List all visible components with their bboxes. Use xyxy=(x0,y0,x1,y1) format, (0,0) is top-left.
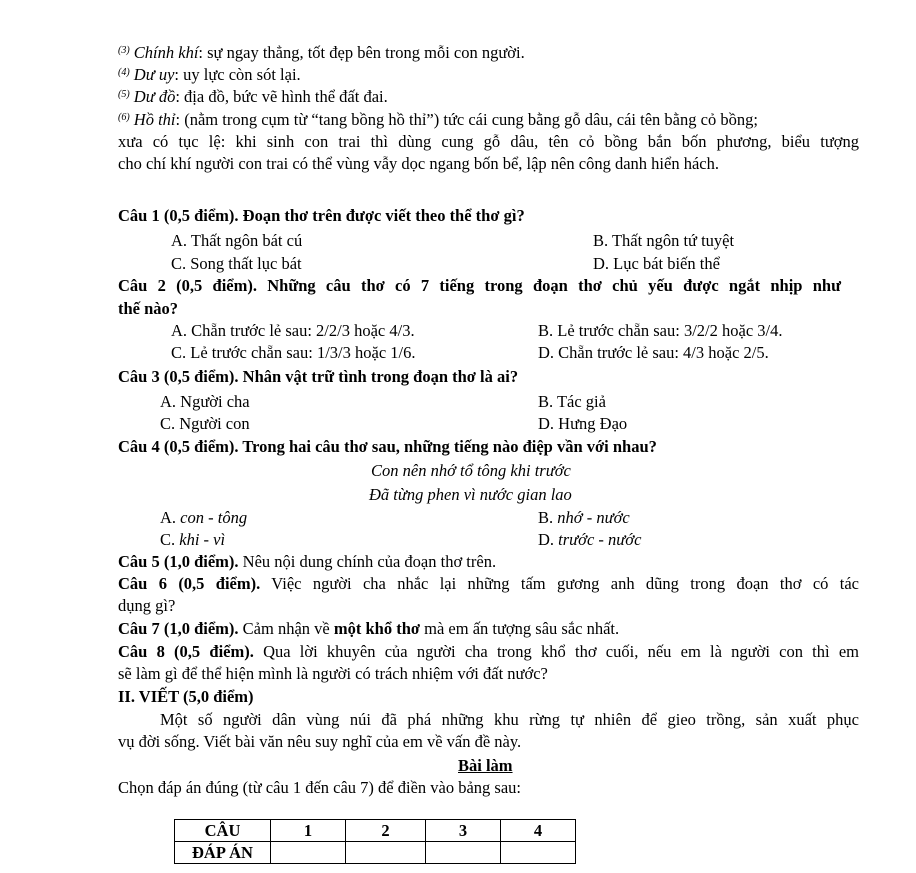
question-2-title: Câu 2 (0,5 điểm). Những câu thơ có 7 tiếng trong đoạn thơ chủ yếu được ngắt nhịp như xyxy=(118,276,841,295)
footnote-term: Chính khí xyxy=(133,43,199,62)
q4-verse-2: Đã từng phen vì nước gian lao xyxy=(369,485,572,504)
q4-verse-1: Con nên nhớ tổ tông khi trước xyxy=(371,461,571,480)
q3-option-a: A. Người cha xyxy=(160,392,250,411)
footnote-term: Dư đồ xyxy=(133,87,176,106)
q4-option-b xyxy=(538,507,630,528)
question-1-title: Câu 1 (0,5 điểm). Đoạn thơ trên được viết theo thể thơ gì? xyxy=(118,206,525,225)
q2-option-b: B. Lẻ trước chẵn sau: 3/2/2 hoặc 3/4. xyxy=(538,321,783,340)
question-4-title: Câu 4 (0,5 điểm). Trong hai câu thơ sau, những tiếng nào điệp vần với nhau? xyxy=(118,437,657,456)
question-head: Câu 6 (0,5 điểm). xyxy=(118,574,261,593)
footnote-number: (3) xyxy=(118,45,130,56)
question-body: Việc người cha nhắc lại những tấm gương anh dũng trong đoạn thơ có tác xyxy=(260,574,859,593)
table-label-cell: ĐÁP ÁN xyxy=(175,842,271,864)
footnote-number: (4) xyxy=(118,67,130,78)
question-8-cont: sẽ làm gì để thể hiện mình là người có trách nhiệm với đất nước? xyxy=(118,664,548,683)
table-header-cell: CÂU xyxy=(175,820,271,842)
answer-cell[interactable] xyxy=(346,842,426,864)
table-header-cell: 4 xyxy=(501,820,576,842)
option-text: trước - nước xyxy=(558,530,642,549)
question-8 xyxy=(118,641,859,662)
writing-prompt-line2: vụ đời sống. Viết bài văn nêu suy nghĩ của em về vấn đề này. xyxy=(118,732,522,751)
footnote-6 xyxy=(118,109,758,130)
question-body: mà em ấn tượng sâu sắc nhất. xyxy=(420,619,620,638)
footnote-term: Dư uy xyxy=(133,65,175,84)
q2-option-c: C. Lẻ trước chẵn sau: 1/3/3 hoặc 1/6. xyxy=(171,343,416,362)
q2-option-d: D. Chẵn trước lẻ sau: 4/3 hoặc 2/5. xyxy=(538,343,769,362)
answer-cell[interactable] xyxy=(271,842,346,864)
question-2-title-cont: thế nào? xyxy=(118,299,179,318)
q4-option-d xyxy=(538,529,641,550)
option-text: con - tông xyxy=(180,508,248,527)
q1-option-c: C. Song thất lục bát xyxy=(171,254,302,273)
writing-prompt-line1: Một số người dân vùng núi đã phá những khu rừng tự nhiên để gieo trồng, sản xuất phục xyxy=(160,710,859,729)
table-header-cell: 1 xyxy=(271,820,346,842)
table-row xyxy=(175,842,576,864)
answer-instruction: Chọn đáp án đúng (từ câu 1 đến câu 7) để điền vào bảng sau: xyxy=(118,778,521,797)
question-7 xyxy=(118,618,619,639)
q3-option-d: D. Hưng Đạo xyxy=(538,414,628,433)
option-text: khi - vì xyxy=(179,530,226,549)
footnote-3 xyxy=(118,42,525,63)
question-body: Nêu nội dung chính của đoạn thơ trên. xyxy=(238,552,497,571)
question-6 xyxy=(118,573,859,594)
option-letter: A. xyxy=(160,508,181,527)
table-row xyxy=(175,820,576,842)
footnote-term: Hồ thỉ xyxy=(133,110,176,129)
q3-option-b: B. Tác giả xyxy=(538,392,606,411)
answer-cell[interactable] xyxy=(501,842,576,864)
q4-option-c xyxy=(160,529,225,550)
answer-title: Bài làm xyxy=(458,756,513,775)
option-letter: D. xyxy=(538,530,559,549)
footnote-number: (6) xyxy=(118,112,130,123)
table-header-cell: 3 xyxy=(426,820,501,842)
q2-option-a: A. Chẵn trước lẻ sau: 2/2/3 hoặc 4/3. xyxy=(171,321,415,340)
q3-option-c: C. Người con xyxy=(160,414,250,433)
question-body: Cảm nhận về xyxy=(238,619,334,638)
question-5 xyxy=(118,551,496,572)
footnote-5 xyxy=(118,86,388,107)
answer-cell[interactable] xyxy=(426,842,501,864)
footnote-6-line3: cho chí khí người con trai có thể vùng vẫy dọc ngang bốn bể, lập nên công danh hiển hách. xyxy=(118,154,719,173)
section-heading-writing: II. VIẾT (5,0 điểm) xyxy=(118,687,254,706)
question-head: Câu 5 (1,0 điểm). xyxy=(118,552,239,571)
answer-table xyxy=(174,819,576,864)
table-header-cell: 2 xyxy=(346,820,426,842)
question-6-cont: dụng gì? xyxy=(118,596,176,615)
q4-option-a xyxy=(160,507,247,528)
footnote-6-line2: xưa có tục lệ: khi sinh con trai thì dùng cung gỗ dâu, tên cỏ bồng bắn bốn phương, biểu tượng xyxy=(118,132,859,151)
footnote-4 xyxy=(118,64,301,85)
option-letter: C. xyxy=(160,530,180,549)
question-head: Câu 8 (0,5 điểm). xyxy=(118,642,254,661)
q1-option-b: B. Thất ngôn tứ tuyệt xyxy=(593,231,735,250)
footnote-definition: : địa đồ, bức vẽ hình thể đất đai. xyxy=(175,87,388,106)
footnote-number: (5) xyxy=(118,89,130,100)
footnote-definition: : (nằm trong cụm từ “tang bồng hồ thỉ”) tức cái cung bằng gỗ dâu, cái tên bằng cỏ bồng; xyxy=(175,110,758,129)
q1-option-a: A. Thất ngôn bát cú xyxy=(171,231,303,250)
option-text: nhớ - nước xyxy=(557,508,630,527)
option-letter: B. xyxy=(538,508,558,527)
question-3-title: Câu 3 (0,5 điểm). Nhân vật trữ tình trong đoạn thơ là ai? xyxy=(118,367,519,386)
question-head: Câu 7 (1,0 điểm). xyxy=(118,619,239,638)
q1-option-d: D. Lục bát biến thể xyxy=(593,254,720,273)
footnote-definition: : uy lực còn sót lại. xyxy=(174,65,301,84)
question-body: Qua lời khuyên của người cha trong khổ thơ cuối, nếu em là người con thì em xyxy=(253,642,859,661)
question-emphasis: một khổ thơ xyxy=(333,619,421,638)
footnote-definition: : sự ngay thẳng, tốt đẹp bên trong mỗi con người. xyxy=(198,43,525,62)
